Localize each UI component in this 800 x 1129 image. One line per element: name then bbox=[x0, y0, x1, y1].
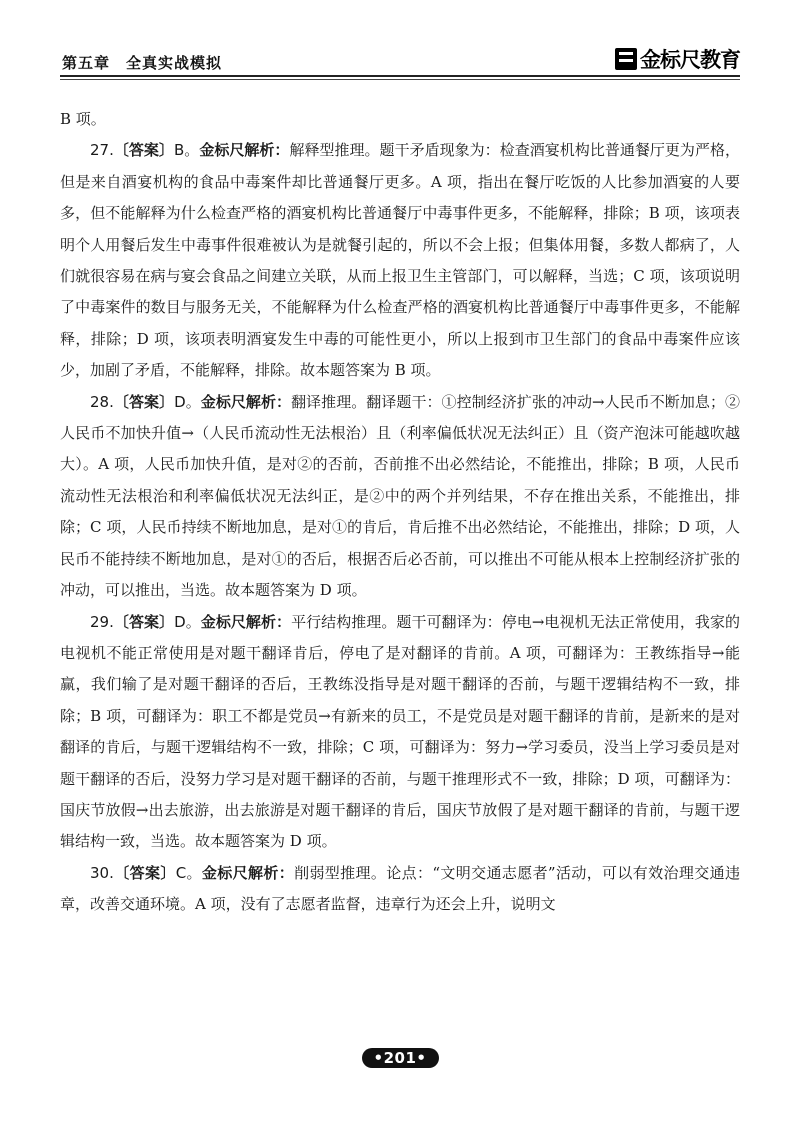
answer-value: B。 bbox=[173, 141, 200, 160]
question-number: 28. bbox=[90, 392, 114, 411]
analysis-label: 金标尺解析： bbox=[200, 612, 292, 631]
publisher-logo bbox=[615, 44, 740, 74]
analysis-label: 金标尺解析： bbox=[199, 141, 290, 160]
page-header bbox=[60, 50, 740, 90]
answer-value: D。 bbox=[174, 612, 201, 631]
page-number bbox=[352, 1045, 448, 1071]
answer-label: 〔答案〕 bbox=[113, 863, 176, 882]
analysis-label: 金标尺解析： bbox=[200, 392, 292, 411]
header-rule bbox=[60, 75, 740, 77]
logo-icon bbox=[615, 48, 637, 70]
chapter-title: 第五章 全真实战模拟 bbox=[62, 54, 223, 72]
question-29 bbox=[60, 607, 740, 858]
analysis-text: 削弱型推理。论点：“文明交通志愿者”活动，可以有效治理交通违章，改善交通环境。A 项，没有了志愿者监督，违章行为还会上升，说明文 bbox=[60, 863, 740, 914]
page-number-badge: •201• bbox=[362, 1048, 439, 1068]
question-30 bbox=[60, 858, 740, 921]
analysis-label: 金标尺解析： bbox=[201, 863, 295, 882]
answer-label: 〔答案〕 bbox=[113, 392, 175, 411]
analysis-text: 解释型推理。题干矛盾现象为：检查酒宴机构比普通餐厅更为严格，但是来自酒宴机构的食品中毒案件却比普通餐厅更多。A 项，指出在餐厅吃饭的人比参加酒宴的人要多，但不能解释为什么检查严格的酒宴机构比普通餐厅中毒事件更多，不能解释，排除；B 项，该项表明个人用餐后发生中毒事件很难被认为是就餐引起的，所以不会上报；但集体用餐，多数人都病了，人们就很容易在病与宴会食品之间建立关联，从而上报卫生主管部门，可以解释，当选；C 项，该项说明了中毒案件的数目与服务无关，不能解释为什么检查严格的酒宴机构比普通餐厅中毒事件更多，不能解释，排除；D 项，该项表明酒宴发生中毒的可能性更小，所以上报到市卫生部门的食品中毒案件应该少，加剧了矛盾，不能解释，排除。故本题答案为 B 项。 bbox=[60, 141, 740, 380]
analysis-text: 翻译推理。翻译题干：①控制经济扩张的冲动→人民币不断加息；②人民币不加快升值→（人民币流动性无法根治）且（利率偏低状况无法纠正）且（资产泡沫可能越吹越大）。A 项，人民币加快升值，是对②的否前，否前推不出必然结论，不能推出，排除；B 项，人民币流动性无法根治和利率偏低状况无法纠正，是②中的两个并列结果，不存在推出关系，不能推出，排除；C 项，人民币持续不断地加息，是对①的肯后，肯后推不出必然结论，不能推出，排除；D 项，人民币不能持续不断地加息，是对①的否后，根据否后必否前，可以推出不可能从根本上控制经济扩张的冲动，可以推出，当选。故本题答案为 D 项。 bbox=[60, 392, 740, 600]
answer-value: C。 bbox=[175, 863, 202, 882]
header-rule-thin bbox=[60, 79, 740, 80]
question-number: 27. bbox=[90, 141, 114, 160]
analysis-text: 平行结构推理。题干可翻译为：停电→电视机无法正常使用，我家的电视机不能正常使用是对题干翻译肯后，停电了是对翻译的肯前。A 项，可翻译为：王教练指导→能赢，我们输了是对题干翻译的否后，王教练没指导是对题干翻译的否前，与题干逻辑结构不一致，排除；B 项，可翻译为：职工不都是党员→有新来的员工，不是党员是对题干翻译的肯前，是新来的是对翻译的肯后，与题干逻辑结构不一致，排除；C 项，可翻译为：努力→学习委员，没当上学习委员是对题干翻译的否后，没努力学习是对题干翻译的否前，与题干推理形式不一致，排除；D 项，可翻译为：国庆节放假→出去旅游，出去旅游是对题干翻译的肯后，国庆节放假了是对题干翻译的肯前，与题干逻辑结构一致，当选。故本题答案为 D 项。 bbox=[60, 612, 740, 851]
page-body bbox=[60, 104, 740, 921]
question-28 bbox=[60, 387, 740, 607]
answer-label: 〔答案〕 bbox=[113, 141, 174, 160]
question-number: 29. bbox=[90, 612, 114, 631]
logo-text: 金标尺教育 bbox=[640, 48, 740, 72]
page-number-text: 201 bbox=[383, 1049, 417, 1067]
answer-label: 〔答案〕 bbox=[113, 612, 175, 631]
intro-paragraph: B 项。 bbox=[60, 110, 106, 128]
answer-value: D。 bbox=[174, 392, 201, 411]
question-number: 30. bbox=[90, 863, 114, 882]
question-27 bbox=[60, 135, 740, 386]
